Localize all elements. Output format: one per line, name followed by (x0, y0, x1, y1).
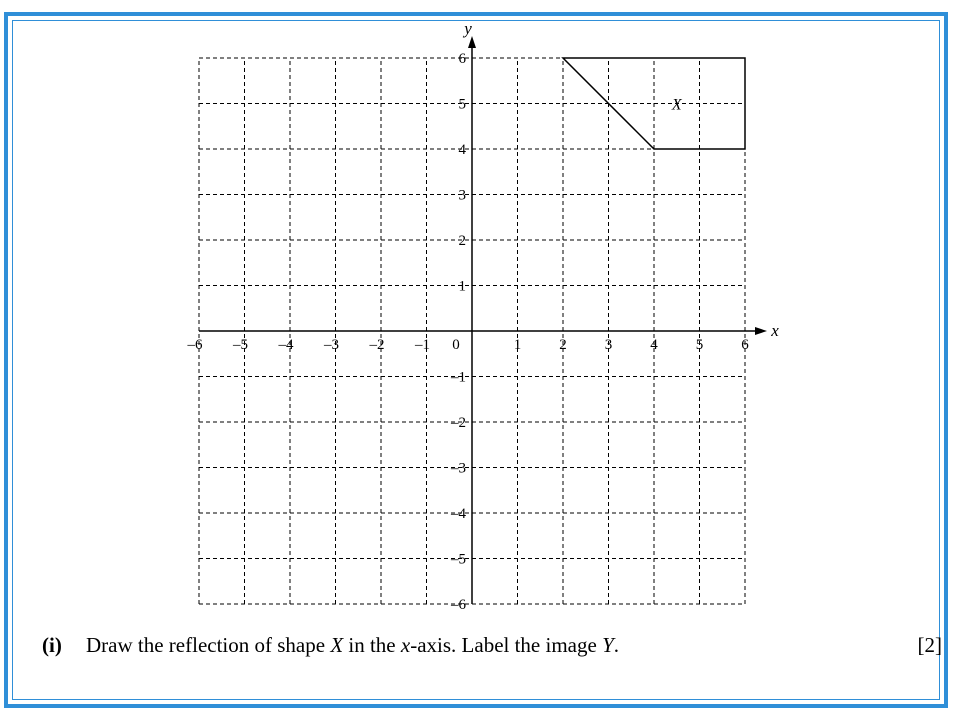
x-tick-label: 2 (559, 337, 567, 353)
y-tick-label: –2 (451, 415, 466, 431)
y-tick-label: –4 (451, 506, 466, 522)
x-tick-label: –1 (415, 337, 430, 353)
y-tick-label: 1 (458, 278, 466, 295)
origin-label: 0 (452, 337, 460, 353)
y-tick-label: 3 (458, 187, 466, 204)
x-tick-label: 5 (695, 337, 704, 353)
x-tick-label: –6 (187, 337, 203, 353)
y-tick-label: –1 (451, 369, 466, 386)
question-number: (i) (42, 633, 62, 657)
question-text-part: in the (343, 633, 401, 657)
axis-name-x: x (400, 633, 411, 657)
question-text-part: Draw the reflection of shape (86, 633, 331, 657)
x-tick-label: –2 (369, 337, 385, 353)
x-axis-label: x (771, 321, 779, 340)
y-tick-label: –5 (451, 551, 466, 568)
y-tick-label: –6 (451, 597, 466, 613)
question-text (86, 633, 619, 658)
x-tick-label: –4 (278, 337, 294, 353)
y-tick-label: 4 (458, 142, 466, 158)
marks-label: [2] (917, 633, 942, 657)
x-tick-label: 1 (513, 337, 522, 353)
question-text-part: . (613, 633, 619, 657)
image-name-y: Y (602, 633, 614, 657)
x-tick-label: 4 (650, 337, 658, 353)
x-tick-label: 3 (604, 337, 613, 353)
shape-x-label: X (671, 96, 682, 114)
y-tick-label: 6 (458, 51, 466, 67)
x-tick-label: 6 (741, 337, 749, 353)
x-tick-label: –5 (233, 337, 248, 353)
y-tick-label: –3 (451, 460, 466, 477)
y-tick-label: 5 (458, 96, 466, 113)
x-tick-label: –3 (324, 337, 339, 353)
question-text-part: -axis. Label the image (410, 633, 603, 657)
x-axis-arrow (755, 327, 767, 335)
y-tick-label: 2 (458, 233, 466, 249)
y-axis-label: y (464, 19, 472, 38)
shape-name-x: X (330, 633, 344, 657)
